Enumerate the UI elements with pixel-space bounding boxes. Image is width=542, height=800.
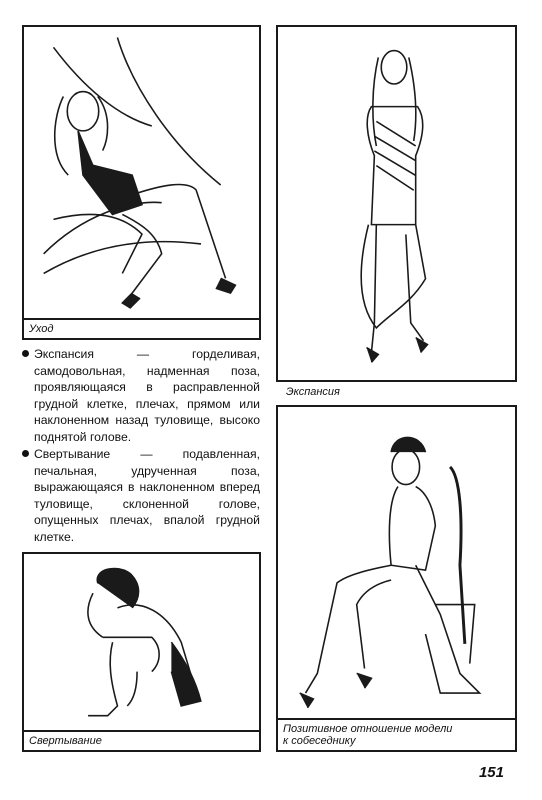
figure-positive xyxy=(276,405,517,752)
withdrawal-illustration xyxy=(24,27,259,338)
curling-illustration xyxy=(24,554,259,750)
body-text xyxy=(22,346,260,546)
withdrawal-caption: Уход xyxy=(24,318,259,338)
bullet-term: Свертывание xyxy=(34,447,111,461)
positive-caption-line1: Позитивное отношение модели xyxy=(283,723,453,735)
bullet-curling xyxy=(22,446,260,545)
bullet-term: Экспансия xyxy=(34,347,94,361)
figure-expansion xyxy=(276,25,517,398)
positive-caption-line2: к собеседнику xyxy=(283,735,356,747)
bullet-text: — горделивая, самодовольная, надменная поза, проявляющаяся в расправленной грудной клетке, плечах, прямом или наклоненном назад туловище, высоко поднятой голове. xyxy=(34,347,260,444)
figure-curling xyxy=(22,552,261,752)
expansion-illustration xyxy=(278,27,515,380)
positive-illustration xyxy=(278,407,515,750)
figure-withdrawal xyxy=(22,25,261,340)
bullet-icon xyxy=(22,450,29,457)
positive-caption xyxy=(278,718,515,750)
curling-caption: Свертывание xyxy=(24,730,259,750)
bullet-icon xyxy=(22,350,29,357)
page-number: 151 xyxy=(478,764,504,781)
bullet-text: — подавленная, печальная, удрученная поза, выражающаяся в наклоненном вперед туловище, склоненной голове, опущенных плечах, впалой грудной клетке. xyxy=(34,447,260,544)
expansion-caption: Экспансия xyxy=(286,386,340,398)
bullet-expansion xyxy=(22,346,260,445)
